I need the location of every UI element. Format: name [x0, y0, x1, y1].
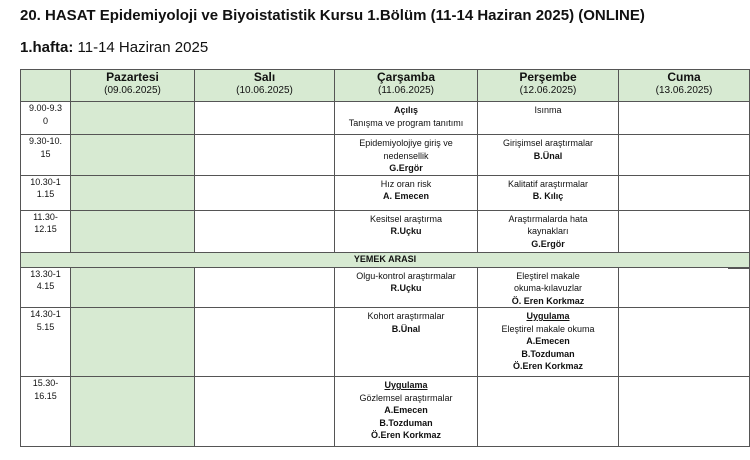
time-slot — [21, 377, 71, 447]
header-row — [21, 70, 750, 102]
corner-cell — [21, 70, 71, 102]
session-title: Eleştirel makale okuma — [501, 323, 595, 334]
time-row — [21, 210, 750, 252]
time-slot — [21, 308, 71, 377]
instructor-name: Ö. Eren Korkmaz — [511, 295, 585, 306]
instructor-name: B.Ünal — [533, 150, 563, 161]
instructor-name: G.Ergör — [531, 238, 565, 249]
session-cell-mon — [71, 175, 195, 210]
instructor-name: B.Tozduman — [379, 417, 433, 428]
session-cell-tue — [195, 210, 335, 252]
session-title: Araştırmalarda hata — [508, 213, 588, 224]
instructor-name: Ö.Eren Korkmaz — [370, 430, 442, 440]
lunch-row — [21, 252, 750, 267]
session-cell-mon — [71, 135, 195, 176]
day-header: Cuma (13.06.2025) — [619, 70, 750, 102]
session-cell-thu — [478, 175, 619, 210]
instructor-name: A.Emecen — [526, 336, 570, 346]
time-slot-text: 15 — [40, 148, 51, 159]
schedule-body — [21, 102, 750, 447]
time-slot-text: 9.30-10. — [28, 136, 63, 146]
page-title: 20. HASAT Epidemiyoloji ve Biyoistatistik Kursu 1.Bölüm (11-14 Haziran 2025) (ONLINE) — [20, 7, 645, 24]
session-cell-wed — [335, 267, 478, 308]
session-cell-mon — [71, 210, 195, 252]
time-slot — [21, 267, 71, 308]
session-cell-tue — [195, 377, 335, 447]
time-slot-text: 13.30-1 — [30, 268, 61, 279]
day-header: Pazartesi (09.06.2025) — [71, 70, 195, 102]
session-type: Uygulama — [384, 380, 428, 390]
day-header: Salı (10.06.2025) — [195, 70, 335, 102]
session-cell-thu — [478, 267, 619, 308]
session-cell-mon — [71, 102, 195, 135]
week-label: 1.hafta: — [20, 39, 74, 56]
time-row — [21, 175, 750, 210]
schedule-table — [20, 69, 750, 447]
session-cell-tue — [195, 308, 335, 377]
time-slot-text: 14.30-1 — [30, 309, 61, 319]
time-slot — [21, 102, 71, 135]
session-title: kaynakları — [527, 226, 569, 236]
session-cell-fri — [619, 308, 750, 377]
time-slot-text: 12.15 — [34, 224, 57, 234]
time-slot-text: 10.30-1 — [30, 176, 61, 187]
session-title: Kesitsel araştırma — [369, 213, 443, 224]
divider-line — [728, 268, 750, 269]
session-cell-wed — [335, 135, 478, 176]
time-slot-text: 0 — [42, 115, 48, 126]
session-title: Epidemiyolojiye giriş ve — [359, 138, 453, 148]
instructor-name: B. Kılıç — [532, 191, 564, 201]
session-cell-mon — [71, 377, 195, 447]
instructor-name: A.Emecen — [384, 405, 428, 415]
session-cell-wed — [335, 102, 478, 135]
session-title: nedensellik — [383, 150, 429, 161]
time-slot-text: 16.15 — [34, 390, 57, 401]
instructor-name: Ö.Eren Korkmaz — [512, 361, 584, 371]
session-title: Tanışma ve program tanıtımı — [348, 117, 464, 128]
session-cell-wed — [335, 377, 478, 447]
session-cell-fri — [619, 102, 750, 135]
session-cell-fri — [619, 210, 750, 252]
day-header: Perşembe (12.06.2025) — [478, 70, 619, 102]
session-cell-mon — [71, 267, 195, 308]
session-cell-wed — [335, 175, 478, 210]
session-cell-fri — [619, 135, 750, 176]
instructor-name: Açılış — [393, 105, 418, 115]
time-slot-text: 5.15 — [36, 321, 55, 332]
session-title: Girişimsel araştırmalar — [502, 138, 593, 148]
week-heading — [20, 39, 208, 56]
session-cell-wed — [335, 308, 478, 377]
session-title: Kohort araştırmalar — [367, 311, 445, 321]
instructor-name: B.Ünal — [391, 323, 421, 334]
session-cell-thu — [478, 210, 619, 252]
session-title: Isınma — [534, 105, 562, 115]
session-title: okuma-kılavuzlar — [513, 283, 583, 293]
time-slot — [21, 175, 71, 210]
session-title: Hız oran risk — [380, 178, 432, 189]
instructor-name: R.Uçku — [390, 283, 422, 293]
instructor-name: B.Tozduman — [521, 348, 575, 359]
session-title: Kalitatif araştırmalar — [507, 178, 589, 189]
lunch-break-cell: YEMEK ARASI — [21, 252, 750, 267]
time-slot-text: 4.15 — [36, 281, 55, 291]
time-row — [21, 102, 750, 135]
time-slot — [21, 135, 71, 176]
session-cell-thu — [478, 102, 619, 135]
week-dates: 11-14 Haziran 2025 — [77, 39, 209, 56]
session-cell-tue — [195, 175, 335, 210]
time-row — [21, 267, 750, 308]
instructor-name: A. Emecen — [382, 191, 430, 201]
session-type: Uygulama — [526, 311, 570, 321]
instructor-name: R.Uçku — [390, 226, 422, 236]
day-header: Çarşamba (11.06.2025) — [335, 70, 478, 102]
session-cell-thu — [478, 135, 619, 176]
time-row — [21, 377, 750, 447]
time-slot-text: 1.15 — [36, 189, 55, 199]
session-cell-thu — [478, 377, 619, 447]
session-cell-tue — [195, 267, 335, 308]
time-slot-text: 9.00-9.3 — [28, 103, 63, 113]
session-cell-mon — [71, 308, 195, 377]
session-title: Eleştirel makale — [516, 270, 580, 281]
session-title: Gözlemsel araştırmalar — [359, 392, 453, 403]
time-slot — [21, 210, 71, 252]
instructor-name: G.Ergör — [389, 163, 423, 173]
time-row — [21, 135, 750, 176]
session-cell-thu — [478, 308, 619, 377]
session-cell-tue — [195, 135, 335, 176]
time-row — [21, 308, 750, 377]
session-cell-wed — [335, 210, 478, 252]
time-slot-text: 11.30- — [33, 211, 58, 222]
session-title: Olgu-kontrol araştırmalar — [356, 270, 456, 281]
time-slot-text: 15.30- — [32, 378, 59, 388]
session-cell-fri — [619, 267, 750, 308]
session-cell-fri — [619, 377, 750, 447]
session-cell-tue — [195, 102, 335, 135]
session-cell-fri — [619, 175, 750, 210]
